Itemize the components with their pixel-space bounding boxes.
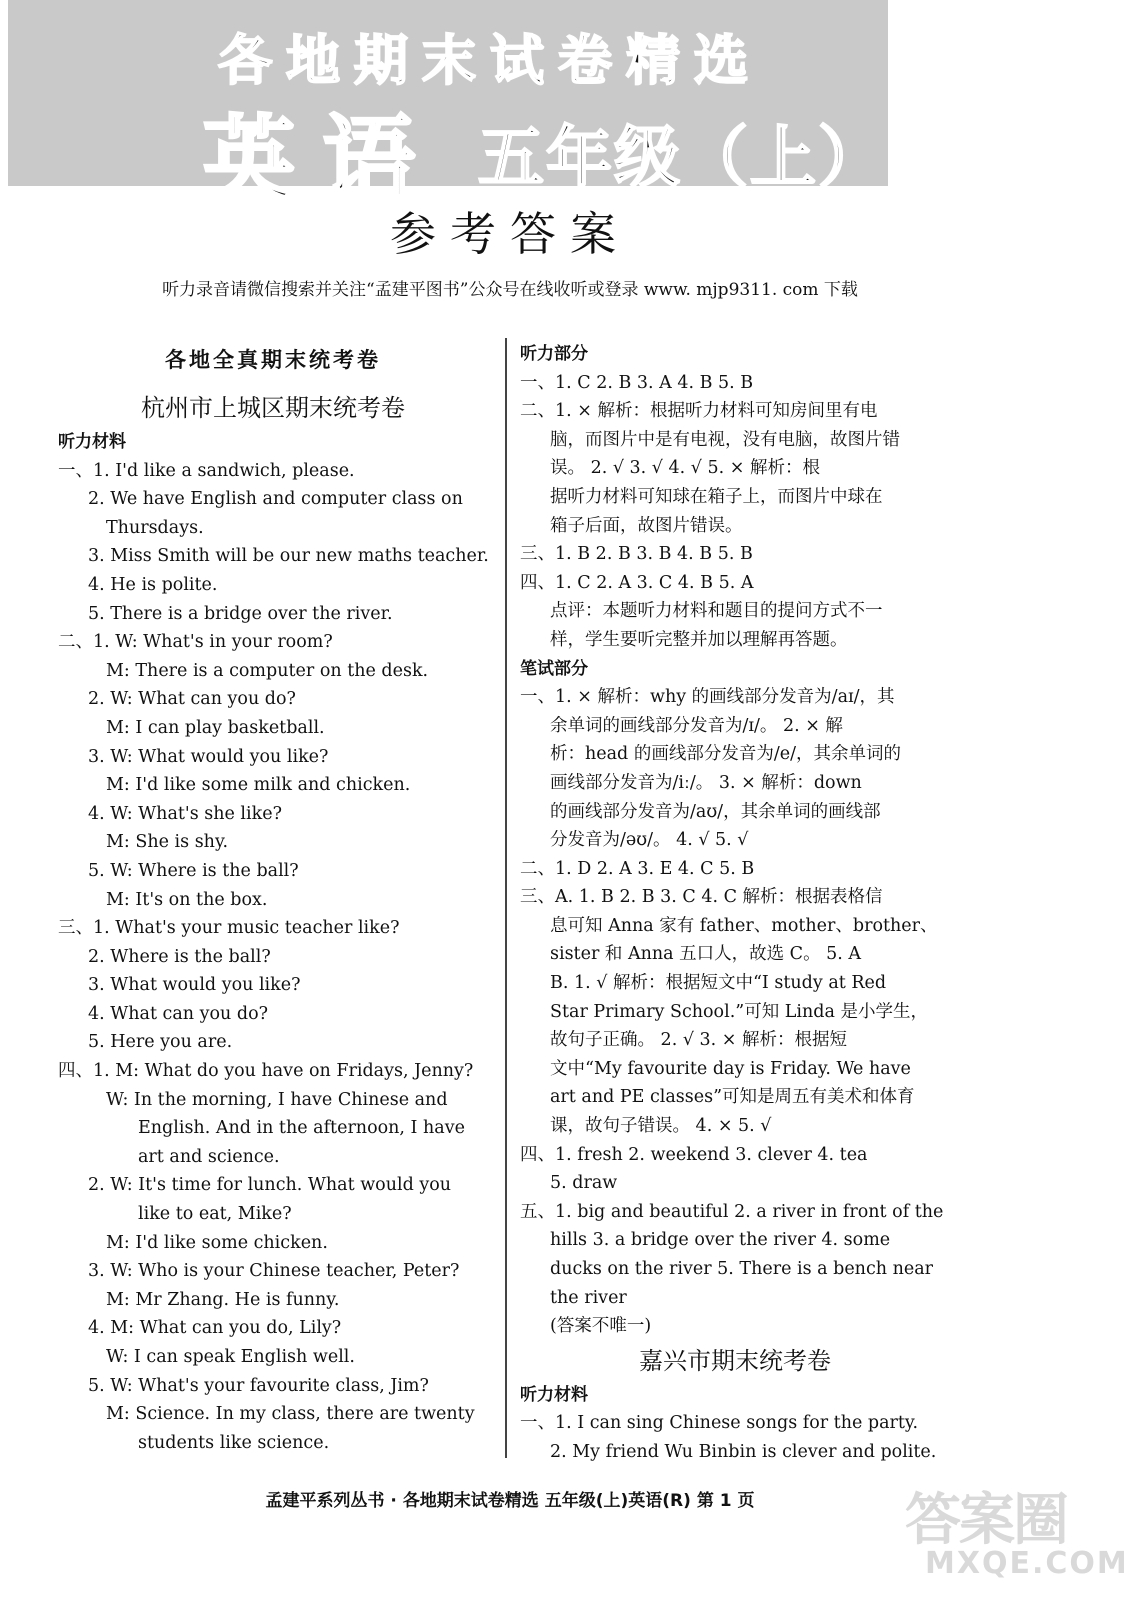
- answer-line: 分发音为/əʊ/。 4. √ 5. √: [550, 830, 749, 851]
- subsection-heading: 听力材料: [58, 432, 126, 452]
- answer-line: 一、1. I'd like a sandwich, please.: [58, 460, 355, 481]
- answer-line: 4. M: What can you do, Lily?: [88, 1318, 342, 1339]
- answer-line: 5. Here you are.: [88, 1032, 233, 1053]
- answer-line: 2. My friend Wu Binbin is clever and polite.: [550, 1441, 937, 1462]
- answer-line: the river: [550, 1287, 627, 1308]
- answer-line: 3. W: Who is your Chinese teacher, Peter?: [88, 1261, 460, 1282]
- answer-line: M: There is a computer on the desk.: [106, 660, 429, 681]
- answer-line: M: She is shy.: [106, 832, 229, 853]
- site-watermark: [905, 1476, 1129, 1586]
- answer-line: sister 和 Anna 五口人，故选 C。 5. A: [550, 944, 862, 965]
- answer-line: 2. W: It's time for lunch. What would you: [88, 1175, 452, 1196]
- answer-line: 样，学生要听完整并加以理解再答题。: [550, 629, 848, 650]
- answer-line: M: I'd like some chicken.: [106, 1232, 328, 1253]
- answer-line: M: Mr Zhang. He is funny.: [106, 1289, 340, 1310]
- grade-title: 五年级（上）: [478, 119, 886, 196]
- answer-line: 课，故句子错误。 4. × 5. √: [550, 1116, 772, 1137]
- answer-line: 3. What would you like?: [88, 975, 301, 996]
- answer-line: 4. He is polite.: [88, 574, 218, 595]
- answer-line: ducks on the river 5. There is a bench near: [550, 1259, 934, 1279]
- answer-line: M: It's on the box.: [106, 889, 268, 910]
- answer-line: 三、1. B 2. B 3. B 4. B 5. B: [520, 544, 753, 565]
- subsection-heading: 笔试部分: [520, 658, 588, 679]
- exam-title: 嘉兴市期末统考卷: [639, 1346, 831, 1375]
- answer-line: 4. What can you do?: [88, 1003, 268, 1024]
- exam-title: 杭州市上城区期末统考卷: [141, 394, 405, 422]
- answer-line: 5. W: What's your favourite class, Jim?: [88, 1375, 429, 1396]
- title-banner: [8, 0, 888, 213]
- answer-line: 三、A. 1. B 2. B 3. C 4. C 解析：根据表格信: [520, 887, 883, 908]
- answer-line: 一、1. × 解析：why 的画线部分发音为/aɪ/，其: [520, 687, 895, 708]
- left-column: [58, 340, 488, 1457]
- answer-line: 息可知 Anna 家有 father、mother、brother、: [550, 915, 938, 936]
- answers-title: 参考答案: [390, 207, 630, 261]
- answer-line: Star Primary School.”可知 Linda 是小学生，: [550, 1001, 928, 1022]
- answer-line: 脑，而图片中是有电视，没有电脑，故图片错: [550, 429, 900, 450]
- answer-line: 2. We have English and computer class on: [88, 489, 463, 510]
- answer-line: 5. draw: [550, 1173, 618, 1194]
- answer-line: 3. Miss Smith will be our new maths teacher.: [88, 546, 489, 567]
- answer-line: art and science.: [138, 1146, 280, 1167]
- answer-line: 三、1. What's your music teacher like?: [58, 918, 400, 939]
- answer-line: 二、1. W: What's in your room?: [58, 632, 333, 653]
- answer-line: 箱子后面，故图片错误。: [550, 515, 743, 536]
- answer-line: 的画线部分发音为/aʊ/，其余单词的画线部: [550, 801, 881, 822]
- section-heading: 各地全真期末统考卷: [165, 348, 381, 372]
- column-divider: [505, 338, 507, 1458]
- answer-line: art and PE classes”可知是周五有美术和体育: [550, 1087, 915, 1108]
- download-notice: 听力录音请微信搜索并关注“孟建平图书”公众号在线收听或登录 www. mjp9311. com 下载: [162, 280, 858, 300]
- answer-line: B. 1. √ 解析：根据短文中“I study at Red: [550, 973, 887, 994]
- answer-line: 故句子正确。 2. √ 3. × 解析：根据短: [550, 1030, 848, 1051]
- answer-line: M: Science. In my class, there are twenty: [106, 1404, 475, 1425]
- subject-title: 英语: [203, 106, 444, 213]
- answer-line: 四、1. C 2. A 3. C 4. B 5. A: [520, 572, 754, 593]
- answer-line: 误。 2. √ 3. √ 4. √ 5. × 解析：根: [550, 458, 820, 479]
- answer-line: 3. W: What would you like?: [88, 746, 329, 767]
- answer-line: 画线部分发音为/iː/。 3. × 解析：down: [550, 772, 862, 793]
- series-title: 各地期末试卷精选: [218, 29, 762, 92]
- answer-line: 2. Where is the ball?: [88, 946, 271, 967]
- answer-line: 四、1. M: What do you have on Fridays, Jenny?: [58, 1061, 474, 1082]
- answer-line: 2. W: What can you do?: [88, 689, 296, 710]
- answer-line: 点评：本题听力材料和题目的提问方式不一: [550, 601, 883, 622]
- watermark-url: MXQE.COM: [925, 1546, 1129, 1581]
- answer-line: 二、1. × 解析：根据听力材料可知房间里有电: [520, 401, 878, 422]
- answer-line: M: I can play basketball.: [106, 717, 325, 738]
- answer-line: 二、1. D 2. A 3. E 4. C 5. B: [520, 858, 755, 879]
- answer-line: W: I can speak English well.: [106, 1347, 355, 1367]
- answer-line: 5. There is a bridge over the river.: [88, 603, 393, 624]
- answer-line: 文中“My favourite day is Friday. We have: [550, 1058, 911, 1079]
- answer-line: 四、1. fresh 2. weekend 3. clever 4. tea: [520, 1144, 868, 1165]
- answer-line: 据听力材料可知球在箱子上，而图片中球在: [550, 486, 883, 507]
- page-footer: 孟建平系列丛书 · 各地期末试卷精选 五年级(上)英语(R) 第 1 页: [265, 1491, 755, 1511]
- answer-line: Thursdays.: [106, 517, 204, 538]
- answer-line: like to eat, Mike?: [138, 1204, 292, 1225]
- answer-line: M: I'd like some milk and chicken.: [106, 775, 411, 796]
- answer-line: 5. W: Where is the ball?: [88, 860, 299, 881]
- subsection-heading: 听力部分: [520, 344, 588, 364]
- answer-line: 五、1. big and beautiful 2. a river in front of the: [520, 1201, 944, 1222]
- answer-note: (答案不唯一): [550, 1316, 652, 1337]
- answer-line: English. And in the afternoon, I have: [138, 1118, 465, 1139]
- watermark-logo-text: 答案圈: [905, 1488, 1067, 1553]
- subsection-heading: 听力材料: [520, 1384, 588, 1405]
- answer-line: 4. W: What's she like?: [88, 803, 282, 824]
- answer-line: 一、1. C 2. B 3. A 4. B 5. B: [520, 372, 754, 393]
- answer-line: 析：head 的画线部分发音为/e/，其余单词的: [550, 744, 901, 765]
- answer-line: hills 3. a bridge over the river 4. some: [550, 1230, 891, 1251]
- right-column: [520, 340, 950, 1467]
- answer-line: 余单词的画线部分发音为/ɪ/。 2. × 解: [550, 715, 843, 736]
- answer-line: 一、1. I can sing Chinese songs for the party.: [520, 1413, 919, 1434]
- answer-line: students like science.: [138, 1432, 330, 1453]
- answer-line: W: In the morning, I have Chinese and: [106, 1089, 448, 1110]
